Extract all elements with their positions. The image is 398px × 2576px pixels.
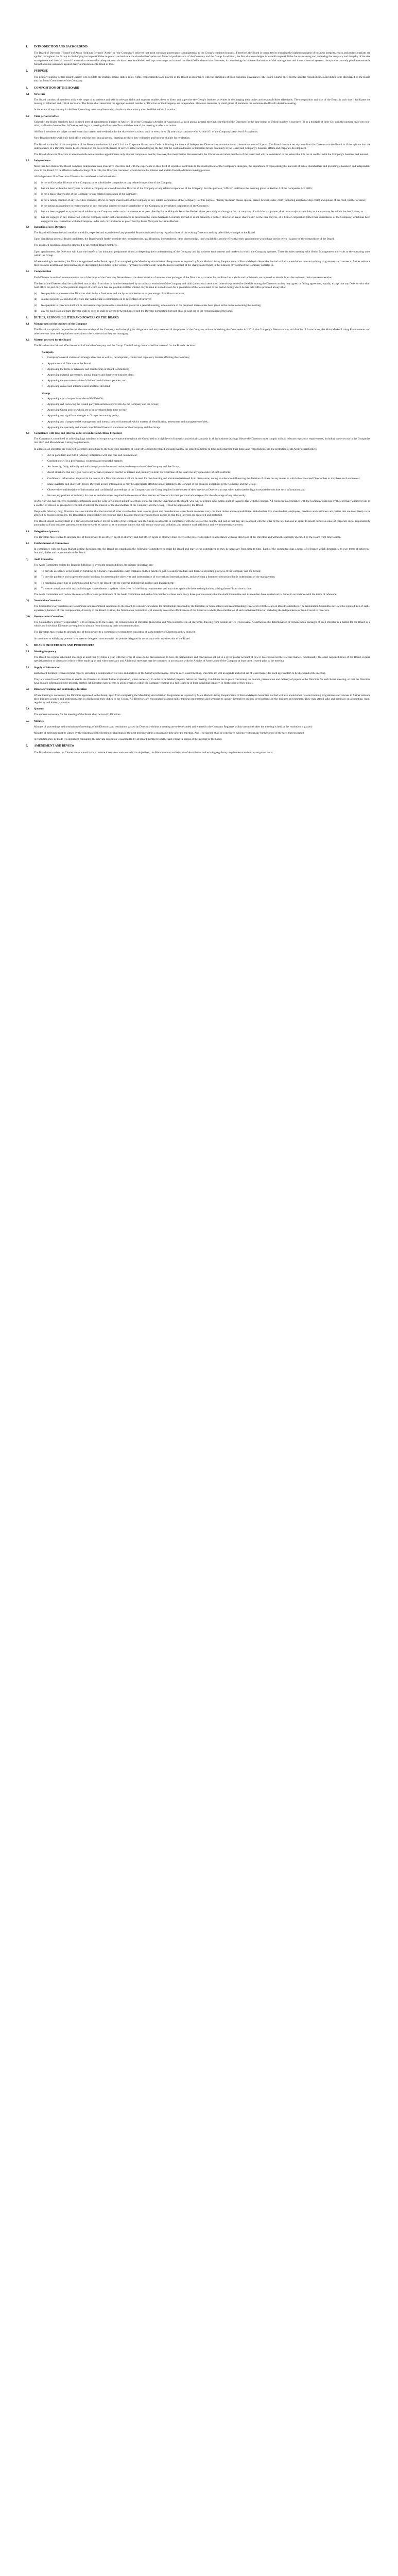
section-heading <box>26 744 370 748</box>
subsection-title: Remuneration Committee <box>34 615 64 618</box>
paragraph: Upon appointment, the Directors will have the benefit of an induction programme aimed at deepening their understanding of the Company and its business environment and markets in which the Company operates. These includes meeting with Senior Management and visits to the operating units within the Group. <box>34 250 370 257</box>
section-heading <box>26 70 370 73</box>
section <box>26 644 370 742</box>
subsection-heading <box>26 666 370 670</box>
subsection-title: Compliance with laws and internal codes of conduct and ethical behaviour <box>34 432 123 435</box>
list-marker: (g) <box>34 216 38 219</box>
subsection-number: 4.4 <box>26 530 29 533</box>
subsection-number: 4.3 <box>26 432 29 435</box>
list-text: is not a major shareholder of the Company or any related corporation of the Company; <box>41 193 137 196</box>
section <box>26 45 370 66</box>
list-item <box>34 181 370 185</box>
subsection-number: 3.5 <box>26 270 29 274</box>
bullet-text: Observe the confidentiality of information and confidential proceedings of the Company and the Group acquired in the course of their service as Directors, except when authorized or legally required to disclose such information; and <box>47 488 305 492</box>
subsection-title: Meeting frequency <box>34 650 57 653</box>
bullet-text: Approving the recommendation of dividend and dividend policies; and <box>47 379 126 383</box>
list-text: To provide guidance and scope to the audit functions for assessing the objectivity and independence of external and internal auditors, and providing a forum for discussion that is independent of the management; <box>41 575 275 579</box>
paragraph: The Audit Committee will review the roles of officers and performance of the Audit Committee and each of its members at least once every three years to ensure that the Audit Committee and its members have carried out its duties in accordance with the terms of reference. <box>34 592 337 596</box>
paragraph: The Committee's key functions are to nominate and recommend candidates to the Board, to consider candidates for directorship proposed by the Directors or Shareholders and recommending Directors to fill the seats on Board Committees. The Nomination Committee reviews the required mix of skills, experience, balance of core competencies, diversity of the Board. Further, the Nomination Committee will annually assess the effectiveness of the Board as a whole, the contribution of each individual Director, including the independence of Non-Executive Directors. <box>34 605 370 612</box>
section-title: COMPOSITION OF THE BOARD <box>34 86 79 90</box>
subsection-heading <box>26 720 370 723</box>
subsection-heading <box>26 542 370 546</box>
subsection-heading <box>26 599 370 603</box>
subsection-title: Structure <box>34 92 46 96</box>
bullet-item <box>42 356 370 360</box>
section-title: DUTIES, RESPONSIBILITIES AND POWERS OF THE BOARD <box>34 316 119 319</box>
paragraph: The Directors may resolve to delegate any of their powers to a committee or committees consisting of such member of Directors as they think fit. <box>34 631 196 634</box>
section-number: 1. <box>26 45 28 48</box>
section-number: 6. <box>26 744 28 748</box>
list-text: has not been engaged as a professional adviser by the Company under such circumstances as prescribed by Bursa Malaysia Securities Berhad either personally or through a firm or company of which he is a partner, director or major shareholder, as the case may be, within the last 2 years; or <box>41 210 364 214</box>
list-item <box>34 575 370 579</box>
paragraph: The Board is mindful of the compliance of the Recommendations 3.2 and 3.3 of the Corporate Governance Code on limiting the tenure of Independent Directors to a cumulative or consecutive term of 9 years. The Board does not set any term limit for Directors on the Board or if the opinion that the independence of a Director cannot be determined on the basis of the tenure of service, rather acknowledging the fact that the continued tenure of Directors brings continuity to the Board and Company's business affairs and corporate development. <box>34 143 370 150</box>
bullet-text: Conduct oneself in a professional, courteous and respectful manner; <box>47 460 123 463</box>
subsection-number: (ii) <box>26 599 29 603</box>
subsection-title: Minutes <box>34 719 44 723</box>
bullet-text: Confidential information acquired in the course of a Director's duties shall not be used for own learning and eliminated retrieved from discussions, voting or otherwise influencing the decision of others on any matter in which the concerned Director has or may have such an interest; <box>47 477 360 480</box>
section-number: 5. <box>26 643 28 647</box>
bullet-item <box>42 426 370 430</box>
paragraph: The Board allows its Directors to accept outside non-executive appointments only at other companies' boards, however, this must first be discussed with the Chairman and other members of the Board and will be considered to the extent that it is not in conflict with the Company's business and interest. <box>34 153 369 157</box>
bullet-item <box>42 385 370 388</box>
subsection-heading <box>26 323 370 326</box>
bullet-text: Approving the terms of reference and membership of Board Committees; <box>47 367 129 371</box>
subsection-title: Matters reserved for the Board <box>34 338 71 342</box>
list-text: To ensure compliance with any such changes / amendments / updates / directives / of the listing requirements and any other applicable laws and regulations, arising thereof from time to time. <box>41 587 252 590</box>
subsection-heading <box>26 432 370 435</box>
bullet-icon: • <box>42 367 43 371</box>
list-text: To maintain a direct line of communication between the Board with the external and internal auditors and management; <box>41 581 174 585</box>
bullet-item <box>42 397 370 401</box>
list-text: is not an Executive Director of the Company or its subsidiaries companies or any related corporation of the Company; <box>41 181 172 185</box>
paragraph: A committee to which any powers have been so delegated must exercise the powers delegated in accordance with any direction of the Board. <box>34 637 191 640</box>
subsection-number: 4.2 <box>26 338 29 342</box>
section-heading <box>26 87 370 90</box>
bullet-item <box>42 460 370 463</box>
paragraph: The proposed candidates must be approved by all existing Board members. <box>34 244 118 247</box>
list-marker: (b) <box>34 187 38 191</box>
paragraph: They are issued in sufficient time to enable the Directors to obtain further explanation, where necessary, in order to be briefed properly before the meeting. Guidelines are in place concerning the content, presentation and delivery of papers to the Directors for each Board meeting, so that the Directors have enough information to be properly briefed. All Directors have access to all information within the Company whether as a full Board or in their individual capacity, in furtherance of their duties. <box>34 677 370 685</box>
bullet-item <box>42 414 370 418</box>
bullet-text: Approving any changes to risk management and internal control framework which matters of identification, assessment and management of risk; <box>47 420 209 423</box>
bullet-text: Approving the quarterly and annual consolidated financial statements of the Company and the Group. <box>47 426 161 429</box>
list-marker: (a) <box>34 292 37 296</box>
list-item <box>34 582 370 585</box>
list-item <box>34 304 370 308</box>
subsection-title: Delegation of powers <box>34 530 59 533</box>
subsection-heading <box>26 159 370 163</box>
bullet-icon: • <box>42 403 43 406</box>
section-heading <box>26 316 370 320</box>
paragraph: The Board has regular scheduled meetings at least four (4) times a year with the terms of issues to be discussed and to have its deliberations and conclusions set out in a given proper account of how it has considered the relevant matters. Additionally, the other responsibilities of the Board, require special attention or discussion which will be made up as and when necessary and Additional meetings may be convened in accordance with the Articles of Association of the Company at least one (1) week prior to the meeting. <box>34 656 370 663</box>
paragraph: Each Board member receives regular reports, including a comprehensive review and analysis of the Group's performance. Prior to each Board meeting, Directors are sent an agenda and a full set of Board papers for each agenda item to be discussed at the meeting. <box>34 671 326 675</box>
subsection-heading <box>26 615 370 619</box>
bullet-text: Approving Group policies which are to be developed from time to time; <box>47 409 128 412</box>
subsection-number: 4.5 <box>26 542 29 546</box>
group-heading: Group <box>42 392 50 395</box>
bullet-icon: • <box>42 420 43 423</box>
section <box>26 744 370 754</box>
bullet-icon: • <box>42 362 43 365</box>
subsection-heading <box>26 270 370 274</box>
bullet-icon: • <box>42 488 43 492</box>
bullet-text: Approving material agreements, annual budgets and long-term business plans; <box>47 373 135 377</box>
subsection-title: Compensation <box>34 270 51 274</box>
paragraph: The Directors may resolve to delegate any of their powers to an officer, agent or attorney, and that officer, agent or attorney must exercise the powers delegated in accordance with any directions of the Directors and within the authority specified by the Board from time to time. <box>34 535 341 539</box>
paragraph: The Board must review the Charter on an annual basis to ensure it remains consistent with its objectives, the Memorandum and Articles of Association and existing regulatory requirements and corporate governance. <box>34 751 273 754</box>
list-text: salaries payable to executive Directors may not include a commission on or percentage of turnover; <box>41 298 152 301</box>
list-item <box>34 570 370 573</box>
subsection-number: (i) <box>26 557 29 561</box>
list-text: has not been within the last 2 years or within a company as a Non-Executive Director of the Company or any related corporation of the Company. For this purpose, "officer" shall have the meaning given in Section 4 of the Companies Act, 2016; <box>41 187 313 191</box>
paragraph: Minutes of meetings must be signed by the chairman of the meeting or chairman of the next meeting within a reasonable time after the meeting. And if so signed, shall be conclusive evidence without any further proof of the facts thereon stated. <box>34 731 305 735</box>
paragraph: The Board consists of members with wide range of experience and skill in relevant fields and together enables them to direct and supervise the Group's business activities in discharging their duties and responsibilities effectively. The composition and size of the Board is such that it facilitates the making of informed and critical decisions. The Board shall determine the appropriate total number of Directors of the Company are independent. Hence no members or small group of members can dominate the Board's decision-making. <box>34 98 370 106</box>
subsection-heading <box>26 650 370 654</box>
subsection-heading <box>26 226 370 229</box>
section-heading <box>26 644 370 648</box>
section-number: 3. <box>26 86 28 90</box>
list-text: fees payable to Directors shall not be increased except pursuant to a resolution passed at a general meeting, where notice of the proposed increase has been given in the notice convening the meeting; <box>41 303 262 307</box>
list-item <box>34 193 370 196</box>
bullet-text: Not use any position of authority for own or an inducement acquired in the course of their service as Directors for their personal advantage or for the advantage of any other entity. <box>47 494 247 498</box>
bullet-item <box>42 465 370 469</box>
list-text: is not a family member of any Executive Director, officer or major shareholder of the Company or any related corporation of the Company. For this purpose, "family member" means spouse, parent, brother, sister, child (including adopted or step child) and spouse of his child, brother or sister; <box>41 198 366 202</box>
bullet-item <box>42 379 370 383</box>
paragraph: More than two third of the Board comprise Independent Non-Executive Directors and with the experience in their field of expertise, contribute to the development of the Company's strategies, the importance of representing the interests of public shareholders and providing a balanced and independent view to the Board. To be effective in the discharge of its role, the Directors concerned would declare his interest and abstain from the decision making process. <box>34 165 370 172</box>
paragraph: The Board retains full and effective control of both the Company and the Group. The following matters shall be reserved for the Board's decision: <box>34 344 196 347</box>
section-heading <box>26 45 370 49</box>
subsection-number: 3.3 <box>26 159 29 163</box>
bullet-icon: • <box>42 414 43 418</box>
subsection-title: Directors' training and continuing education <box>34 688 87 691</box>
paragraph: Generally, the Board members have no fixed term of appointment. Subject to Article 101 of the Company's Articles of Association, at each annual general meeting, one-third of the Directors for the time being, or if their number is not three (3) or a multiple of three (3), then the number nearest to one-third, shall retire from office. A Director retiring at a meeting shall retain office until the close of the meeting at which he retires. <box>34 120 370 128</box>
subsection-title: Quorum <box>34 707 44 711</box>
bullet-text: Approving annual and interim results and final dividend. <box>47 385 111 388</box>
bullet-text: Act honestly, fairly, ethically and with integrity to enhance and maintain the reputation of the Company and the Group; <box>47 465 180 469</box>
bullet-item <box>42 471 370 474</box>
list-marker: (d) <box>34 587 38 590</box>
paragraph: The Audit Committee assists the Board in fulfilling its oversight responsibilities. Its primary objectives are:- <box>34 563 154 567</box>
section-number: 4. <box>26 316 28 319</box>
section <box>26 316 370 641</box>
subsection-number: 5.3 <box>26 688 29 691</box>
subsection-number: 5.4 <box>26 707 29 711</box>
bullet-text: Company's overall vision and strategic direction as well as, development, control and regulatory matters affecting the Company; <box>47 356 190 360</box>
subsection-heading <box>26 115 370 118</box>
subsection-number: 3.2 <box>26 114 29 118</box>
list-marker: (c) <box>34 581 37 585</box>
list-item <box>34 210 370 214</box>
paragraph: The Company is committed to achieving high standards of corporate governance throughout the Group and to a high level of integrity and ethical standards in all its business dealings. Hence the Directors must comply with all relevant regulatory requirements, including those set out in the Companies Act 2016 and Main Market Listing Requirements. <box>34 437 370 445</box>
subsection-title: Independence <box>34 159 51 163</box>
list-item <box>34 205 370 208</box>
bullet-text: Approving capital expenditure above RM200,000; <box>47 397 103 400</box>
bullet-text: Avoid situations that may give rise to any actual or potential conflict of interest and promptly inform the Chairman of the Board on any appearance of such conflicts; <box>47 471 231 474</box>
bullet-item <box>42 368 370 371</box>
paragraph: The primary purpose of this Board Charter is to regulate the strategic intent, duties, roles, rights, responsibilities and powers of the Board in accordance with the principles of good corporate governance. The Board Charter spell out the specific responsibilities and duties to be discharged by the Board and the Board Committees of the Company. <box>34 76 370 83</box>
subsection-heading <box>26 707 370 711</box>
bullet-text: Approving any significant changes to Group's accounting policy; <box>47 414 120 418</box>
subsection-title: Nomination Committee <box>34 599 61 603</box>
bullet-icon: • <box>42 494 43 498</box>
subsection-title: Audit Committee <box>34 557 54 561</box>
paragraph: Where training is concerned, the Directors appointed to the Board, apart from completing the Mandatory Accreditation Programme as required by Main Market Listing Requirements of Bursa Malaysia Securities Berhad will also attend other relevant training programmes and courses to further enhance their business acumen and professionalism in discharging their duties to the Group. They have to continuously keep themselves abreast of the changes and trends in the business environment the Company operates in. <box>34 260 370 267</box>
list-marker: (d) <box>34 198 38 202</box>
subsection-number: 4.1 <box>26 323 29 326</box>
bullet-icon: • <box>42 409 43 412</box>
paragraph: In the event of any vacancy in the Board, resulting non-compliance with the above, the vacancy must be filled within 3 months. <box>34 108 176 112</box>
list-item <box>34 587 370 591</box>
bullet-icon: • <box>42 482 43 486</box>
bullet-icon: • <box>42 471 43 474</box>
section-number: 2. <box>26 70 28 73</box>
bullet-icon: • <box>42 426 43 429</box>
bullet-icon: • <box>42 465 43 469</box>
bullet-item <box>42 403 370 406</box>
list-marker: (a) <box>34 570 37 573</box>
list-item <box>34 199 370 202</box>
bullet-icon: • <box>42 460 43 463</box>
subsection-heading <box>26 530 370 534</box>
bullet-item <box>42 409 370 412</box>
bullet-icon: • <box>42 397 43 400</box>
paragraph: Where training is concerned, the Directors appointed to the Board, apart from completing the Mandatory Accreditation Programme as required by Main Market Listing Requirements of Bursa Malaysia Securities Berhad will also attend other relevant training programmes and courses to further enhance their business acumen and professionalism in discharging their duties to the Group. All Directors are encouraged to attend talks, training programmes and seminars to update themselves on new developments in the business environment. They may attend talks and seminars on accounting, legal, regulatory and industry practice. <box>34 693 370 704</box>
subsection-heading <box>26 688 370 691</box>
paragraph: Minutes of proceedings and resolutions of meetings of the Directors and resolutions passed by Directors without a meeting are to be recorded and entered in the Company Registers within one month after the meeting is held or the resolution is passed. <box>34 725 313 728</box>
list-marker: (d) <box>34 309 38 313</box>
list-item <box>34 216 370 223</box>
paragraph: A resolution may be made if a document containing the relevant resolution is assented to by all Board members together and voting in person at the meeting of the board. <box>34 738 222 741</box>
subsection-title: Supply of information <box>34 666 60 669</box>
subsection-number: 5.1 <box>26 650 29 653</box>
paragraph: All Board members are subject to retirement by rotation and re-election by the shareholders at least once in every three (3) years in accordance with Article 101 of the Company's Articles of Association. <box>34 130 258 134</box>
paragraph: All Independent Non-Executive Directors is considered as individual who: <box>34 175 117 178</box>
bullet-icon: • <box>42 477 43 480</box>
list-text: fees payable to non-executive Directors shall be by a fixed sum, and not by a commission on or percentage of profits or turnover; <box>41 292 185 296</box>
paragraph: Despite its fiduciary duty, Directors are also mindful that the interest of other stakeholders must also be given due consideration when Board members carry out their duties and responsibilities. Stakeholders like shareholders, employees, creditors and customers are parties that are most likely to be affected by business decisions, the Board takes responsibility for ensuring that it balances these interests to those parties so that their interests are protected and protected. <box>34 510 370 517</box>
list-marker: (f) <box>34 210 37 214</box>
bullet-icon: • <box>42 373 43 377</box>
bullet-item <box>42 477 370 481</box>
paragraph: The Board of Directors ("Board") of Ansin Holdings Berhad ("Ansin" or "the Company") believes that good corporate governance is fundamental to the Group's continued success. Therefore, the Board is committed to ensuring the highest standards of business integrity, ethics and professionalism are applied throughout the Group in discharging its responsibilities to protect and enhance the shareholders' value and financial performance of the Company and the Group. In addition, the Board acknowledges its overall responsibilities for maintaining and reviewing the adequacy and integrity of the risk management and internal control framework to ensure that adequate controls have been established and kept to manage and control the identified business risks. However, in considering the inherent limitations of risk management and internal control systems, the systems can only provide reasonable but not absolute assurance against material misstatements, fraud or loss. <box>34 52 370 66</box>
list-marker: (b) <box>34 298 38 301</box>
list-marker: (c) <box>34 193 37 196</box>
list-item <box>34 310 370 313</box>
list-item <box>34 187 370 191</box>
bullet-item <box>42 420 370 424</box>
bullet-icon: • <box>42 453 43 457</box>
paragraph: In addition, all Directors are expected to comply and adhere to the following standards of Code of Conduct developed and approved by the Board from time to time in discharging their duties and responsibilities to the protection of all Ansin's shareholders: <box>34 447 318 451</box>
section <box>26 87 370 313</box>
list-marker: (b) <box>34 575 38 579</box>
paragraph: Upon identifying potential Board candidates, the Board would further consider their competencies, qualifications, independence, other directorships, time availability and the effect that their appointment would have on the overall balance of the composition of the Board. <box>34 238 335 241</box>
bullet-text: Approving and reviewing the related party transactions entered into by the Company and the Group; <box>47 403 159 406</box>
paragraph: The Board is explicitly responsible for the stewardship of the Company in discharging its obligations and may exercise all the powers of the Company without breaching the Companies Act 2016, the Company's Memorandum and Articles of Association, the Main Market Listing Requirements and other relevant laws and regulations in relation to the business that they are managing. <box>34 328 370 335</box>
bullet-text: Make available and share with fellow Directors all any information as may be appropriate affecting and/or relating to the conduct of the business operations of the Company and the Group; <box>47 482 257 486</box>
group-heading: Company <box>42 351 54 354</box>
section-title: AMENDMENT AND REVIEW <box>34 744 75 748</box>
bullet-item <box>42 362 370 366</box>
list-text: To provide assistance to the Board in fulfilling its fiduciary responsibilities with emphasis on their practices, policies and procedures and financial reporting practices of the Company and the Group; <box>41 570 261 573</box>
list-item <box>34 298 370 301</box>
subsection-number: 5.2 <box>26 666 29 669</box>
paragraph: The Committee's primary responsibility is to recommend to the Board, the remuneration of Directors (Executive and Non-Executive) in all its forms, drawing from outside advice if necessary. Nevertheless, the determination of remuneration packages of each Director is a matter for the Board as a whole and individual Directors are required to abstain from discussing their own remuneration. <box>34 620 370 628</box>
bullet-item <box>42 374 370 377</box>
list-marker: (c) <box>34 303 37 307</box>
list-marker: (e) <box>34 204 37 208</box>
subsection-title: Induction of new Directors <box>34 225 66 229</box>
bullet-item <box>42 454 370 457</box>
section-title: PURPOSE <box>34 70 48 73</box>
paragraph: The Board will determine and consider the skills, expertise and experience of any potential Board candidates having regard to those of the existing Directors and any other likely changes to the Board. <box>34 231 256 234</box>
list-marker: (a) <box>34 181 37 185</box>
bullet-item <box>42 488 370 492</box>
bullet-icon: • <box>42 379 43 383</box>
bullet-icon: • <box>42 385 43 388</box>
paragraph: The quorum necessary for the meeting of the Board shall be two (2) Directors. <box>34 713 122 717</box>
subsection-number: 5.5 <box>26 719 29 723</box>
bullet-text: Act in good faith and fulfill fiduciary obligations with due care and commitment; <box>47 453 138 457</box>
bullet-item <box>42 483 370 486</box>
subsection-number: 3.4 <box>26 225 29 229</box>
paragraph: Each Director is entitled to remuneration out of the funds of the Company. Nevertheless, the determination of remuneration packages of the Directors is a matter for the Board as a whole and individuals are required to abstain from discussion on their own remuneration. <box>34 276 333 279</box>
paragraph: The fees of the Directors shall be such fixed sum as shall from time to time be determined by an ordinary resolution of the Company and shall (unless such resolution otherwise provide) be divisible among the Directors as they may agree, or failing agreement, equally, except that any Director who shall hold office for part only of the period in respect of which such fees are payable shall be entitled only to rank in such division for a proportion of the fees related to the period during which he has held office provided always that: <box>34 282 370 289</box>
list-text: any fee paid to an alternate Director shall be such as shall be agreed between himself and the Director nominating him and shall be paid out of the remuneration of the latter. <box>41 309 233 313</box>
subsection-heading <box>26 93 370 96</box>
paragraph: A Director who has concerns regarding compliance with the Code of Conduct should raise those concerns with the Chairman of the Board, who will determine what action shall be taken to deal with the concern. All concerns in accordance with the Company's policies by the externally audited event of a conflict of interest or prospective conflict of interest, the interest of the shareholders of the Company and the Group, it must be approved by the Board. <box>34 500 370 507</box>
subsection-heading <box>26 558 370 562</box>
list-text: is not acting as a nominee or representative of any executive director or major shareholder of the Company or any related corporation of the Company; <box>41 204 209 208</box>
paragraph: New Board members will only hold office until the next annual general meeting at which they will retire and become eligible for re-election. <box>34 137 191 140</box>
list-item <box>34 292 370 296</box>
bullet-text: Appointment of Directors to the Board; <box>47 362 92 365</box>
subsection-heading <box>26 338 370 342</box>
bullet-icon: • <box>42 356 43 360</box>
paragraph: In compliance with the Main Market Listing Requirements, the Board has established the following Committees to assist the Board and may set up committees as may be necessary from time to time. Each of the committees has a terms of reference which determines its own terms of reference, function, duties and recommends to the Board. <box>34 548 370 555</box>
paragraph: The Board should conduct itself in a fair and ethical manner for the benefit of the Company and the Group as advocate in compliance with the laws of the country and just as that they are in accord with the letter of the law but also in spirit. It should nurture a sense of corporate social responsibility among its staff and business partners, contribute towards its nature so as to promote actions that will reduce waste and pollution, and enhance work efficiency and environmental awareness. <box>34 520 370 527</box>
section <box>26 70 370 83</box>
subsection-title: Time period of office <box>34 114 59 118</box>
subsection-number: (iii) <box>26 615 30 618</box>
subsection-title: Management of the business of the Company <box>34 323 88 326</box>
bullet-item <box>42 494 370 498</box>
subsection-number: 3.1 <box>26 92 29 96</box>
list-text: has not engaged in any transaction with the Company under such circumstances as prescribed by Bursa Malaysia Securities Berhad or is not presently a partner, director or major shareholder, as the case may be, of a firm or corporation (other than subsidiaries of the Company) which has been engaged in any transaction with the Company under such circumstances as prescribed by Bursa Malaysia Securities Berhad. <box>41 216 370 223</box>
section-title: INTRODUCTION AND BACKGROUND <box>34 45 88 48</box>
section-title: BOARD PROCEDURES AND PROCEDURES <box>34 643 95 647</box>
subsection-title: Establishment of Committees <box>34 542 69 546</box>
